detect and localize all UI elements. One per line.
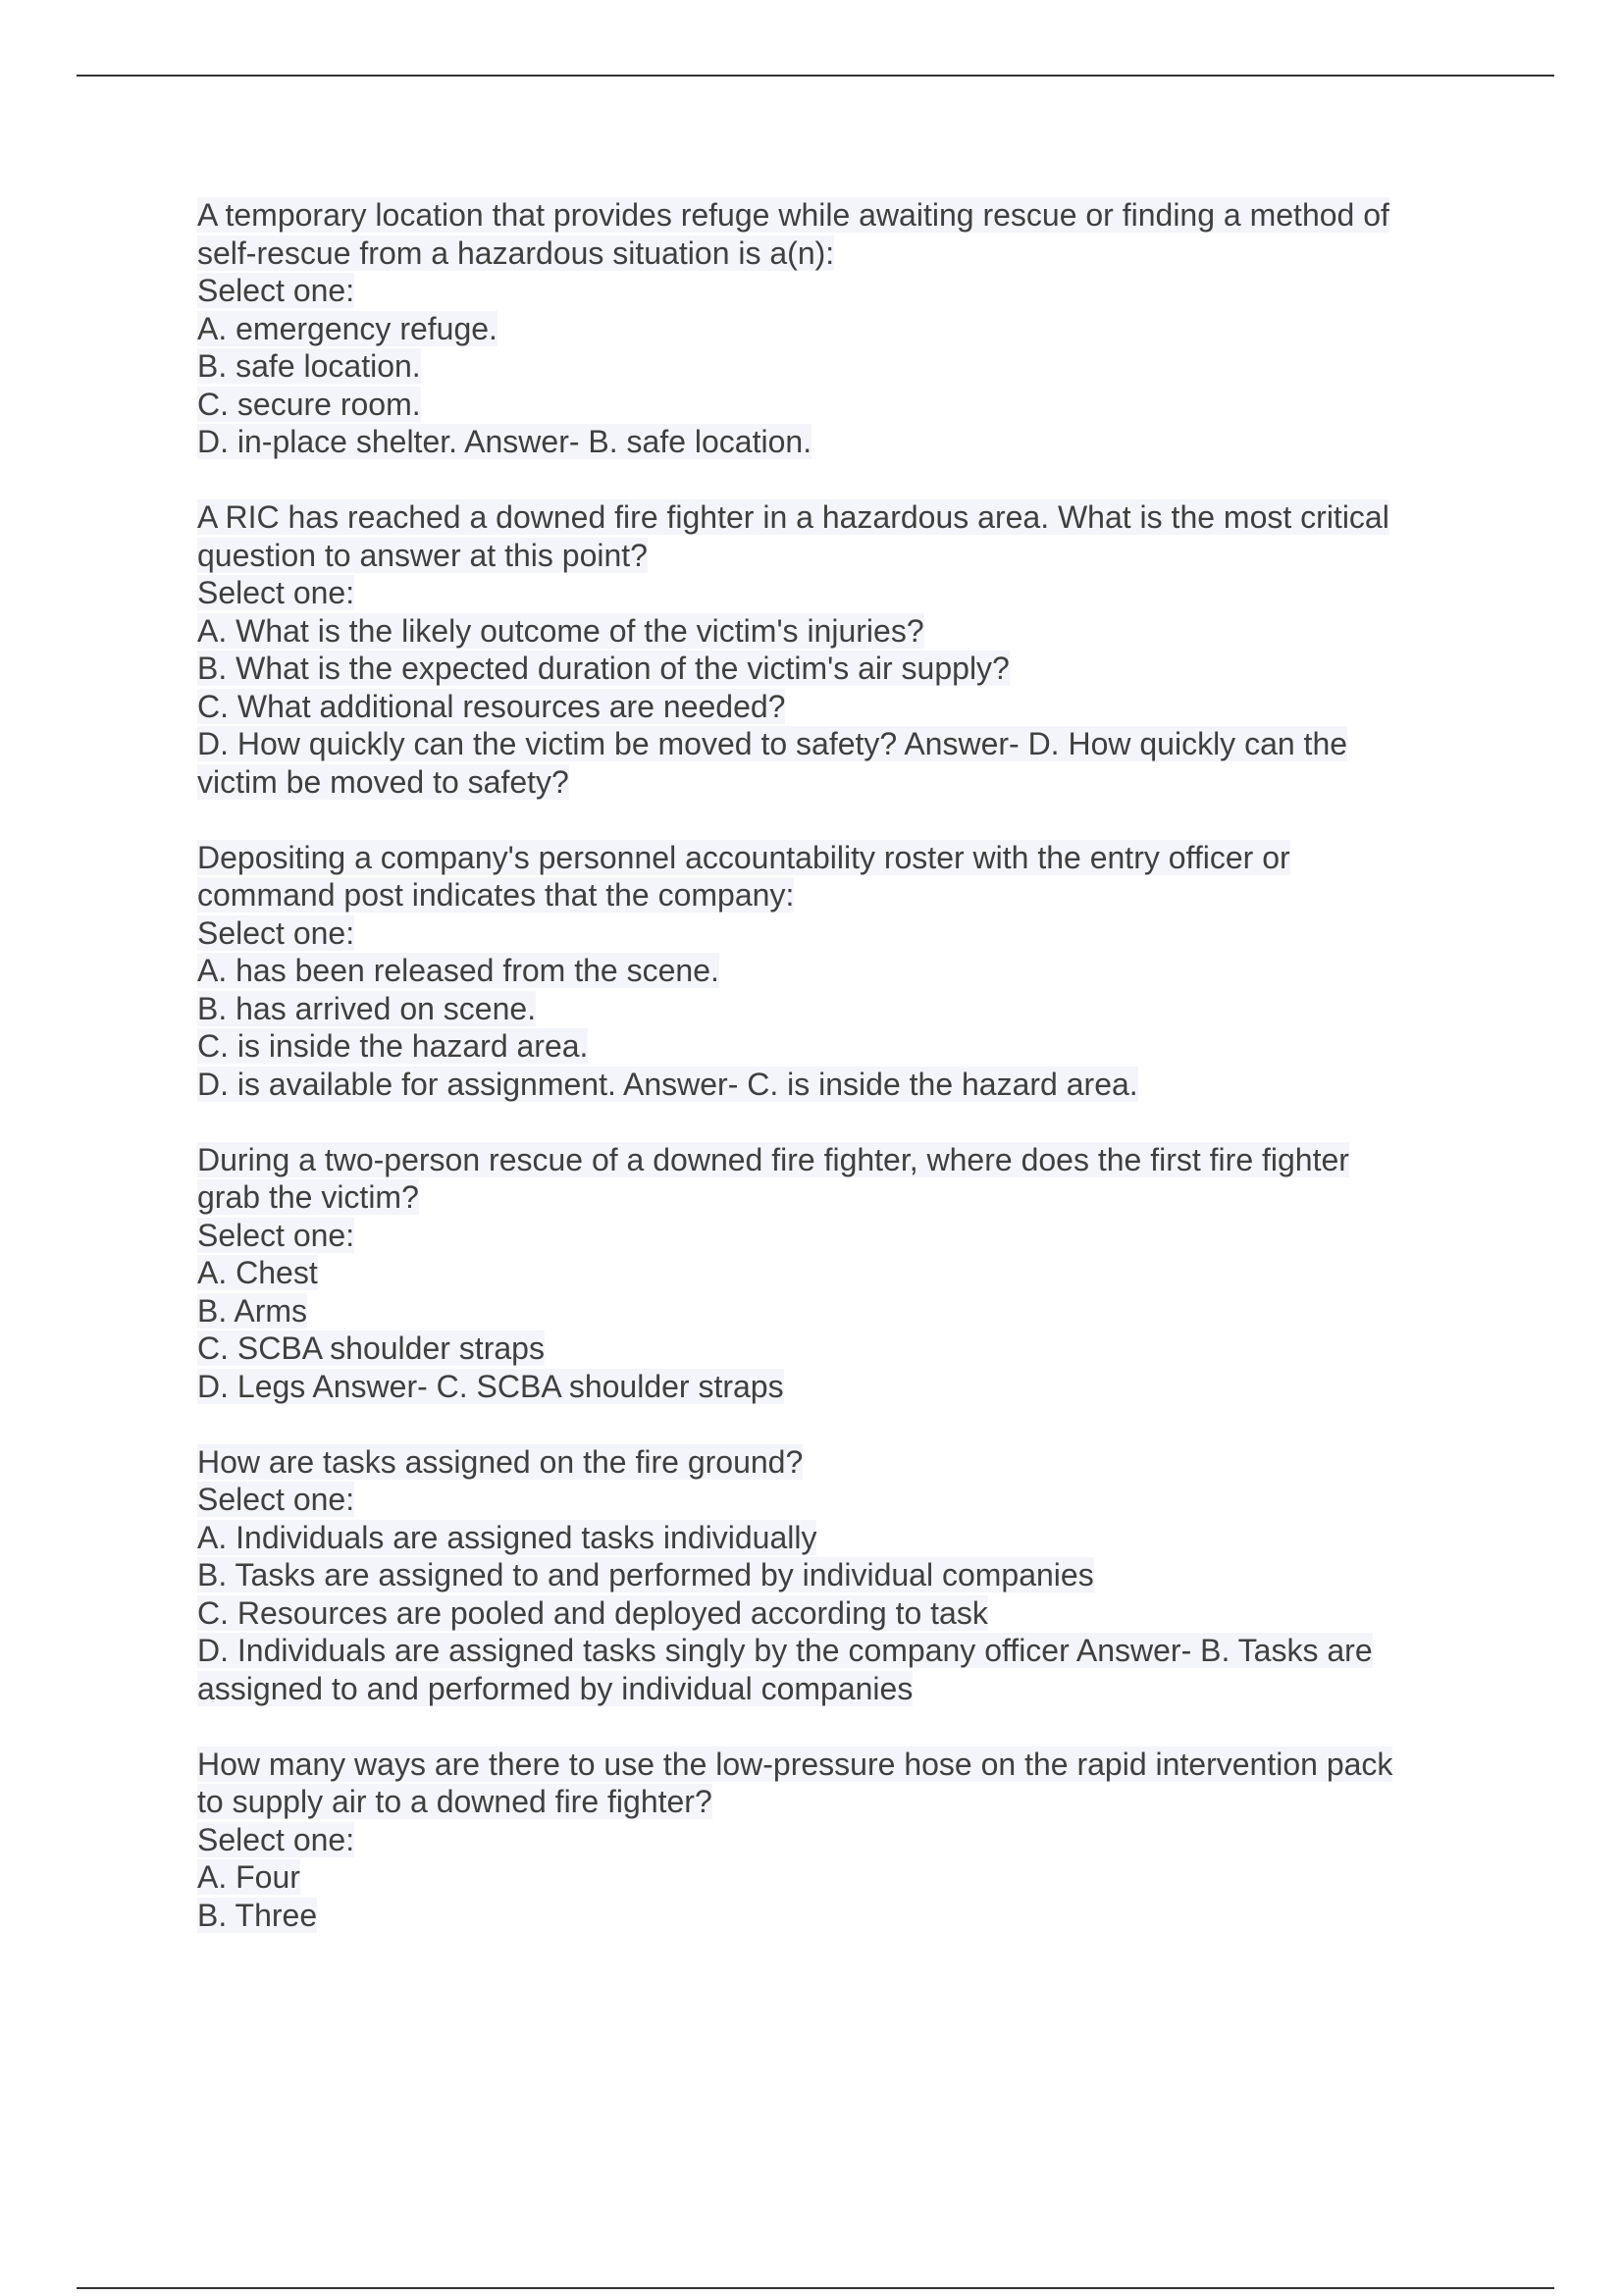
document-body	[197, 196, 1463, 1972]
question-text-line: self-rescue from a hazardous situation is a(n):	[197, 235, 835, 271]
question-text-line: How are tasks assigned on the fire ground?	[197, 1443, 804, 1480]
select-one-label: Select one:	[197, 575, 355, 610]
option-b: B. Tasks are assigned to and performed by individual companies	[197, 1557, 1094, 1592]
question-text-line: During a two-person rescue of a downed fire fighter, where does the first fire fighter	[197, 1141, 1349, 1177]
option-b: B. Three	[197, 1897, 318, 1933]
option-c: C. is inside the hazard area.	[197, 1028, 589, 1064]
question-block	[197, 498, 1463, 801]
question-text-line: A temporary location that provides refuge while awaiting rescue or finding a method of	[197, 197, 1389, 233]
question-block	[197, 839, 1463, 1104]
question-text-line: How many ways are there to use the low-pressure hose on the rapid intervention pack	[197, 1746, 1393, 1782]
option-d-with-answer: D. Legs Answer- C. SCBA shoulder straps	[197, 1368, 784, 1404]
answer-continuation: assigned to and performed by individual companies	[197, 1670, 914, 1706]
select-one-label: Select one:	[197, 914, 355, 951]
question-block	[197, 1141, 1463, 1406]
option-a: A. has been released from the scene.	[197, 953, 719, 988]
option-a: A. Individuals are assigned tasks individually	[197, 1519, 817, 1555]
option-a: A. emergency refuge.	[197, 310, 497, 346]
option-a: A. Chest	[197, 1255, 318, 1290]
option-b: B. Arms	[197, 1292, 308, 1329]
question-block	[197, 196, 1463, 461]
question-text-line: grab the victim?	[197, 1179, 419, 1215]
option-c: C. SCBA shoulder straps	[197, 1331, 545, 1366]
question-text-line: Depositing a company's personnel accountability roster with the entry officer or	[197, 839, 1290, 875]
question-block	[197, 1746, 1463, 1935]
option-c: C. Resources are pooled and deployed according to task	[197, 1594, 988, 1631]
option-d-with-answer: D. How quickly can the victim be moved to safety? Answer- D. How quickly can the	[197, 726, 1348, 761]
option-d-with-answer: D. is available for assignment. Answer- C. is inside the hazard area.	[197, 1066, 1138, 1102]
select-one-label: Select one:	[197, 1217, 355, 1253]
option-a: A. Four	[197, 1859, 300, 1895]
question-text-line: to supply air to a downed fire fighter?	[197, 1784, 712, 1819]
option-a: A. What is the likely outcome of the victim's injuries?	[197, 612, 924, 649]
option-b: B. has arrived on scene.	[197, 990, 537, 1026]
select-one-label: Select one:	[197, 1821, 355, 1857]
option-d-with-answer: D. in-place shelter. Answer- B. safe location.	[197, 424, 812, 459]
question-text-line: A RIC has reached a downed fire fighter in a hazardous area. What is the most critical	[197, 499, 1389, 535]
option-c: C. What additional resources are needed?	[197, 688, 786, 724]
option-d-with-answer: D. Individuals are assigned tasks singly by the company officer Answer- B. Tasks are	[197, 1633, 1373, 1668]
answer-continuation: victim be moved to safety?	[197, 763, 569, 800]
select-one-label: Select one:	[197, 273, 355, 308]
option-c: C. secure room.	[197, 386, 421, 422]
option-b: B. What is the expected duration of the victim's air supply?	[197, 651, 1010, 686]
question-text-line: command post indicates that the company:	[197, 877, 795, 913]
option-b: B. safe location.	[197, 348, 421, 384]
top-rule	[77, 75, 1554, 77]
question-text-line: question to answer at this point?	[197, 537, 648, 573]
bottom-rule	[77, 2287, 1554, 2289]
select-one-label: Select one:	[197, 1482, 355, 1517]
question-block	[197, 1443, 1463, 1708]
